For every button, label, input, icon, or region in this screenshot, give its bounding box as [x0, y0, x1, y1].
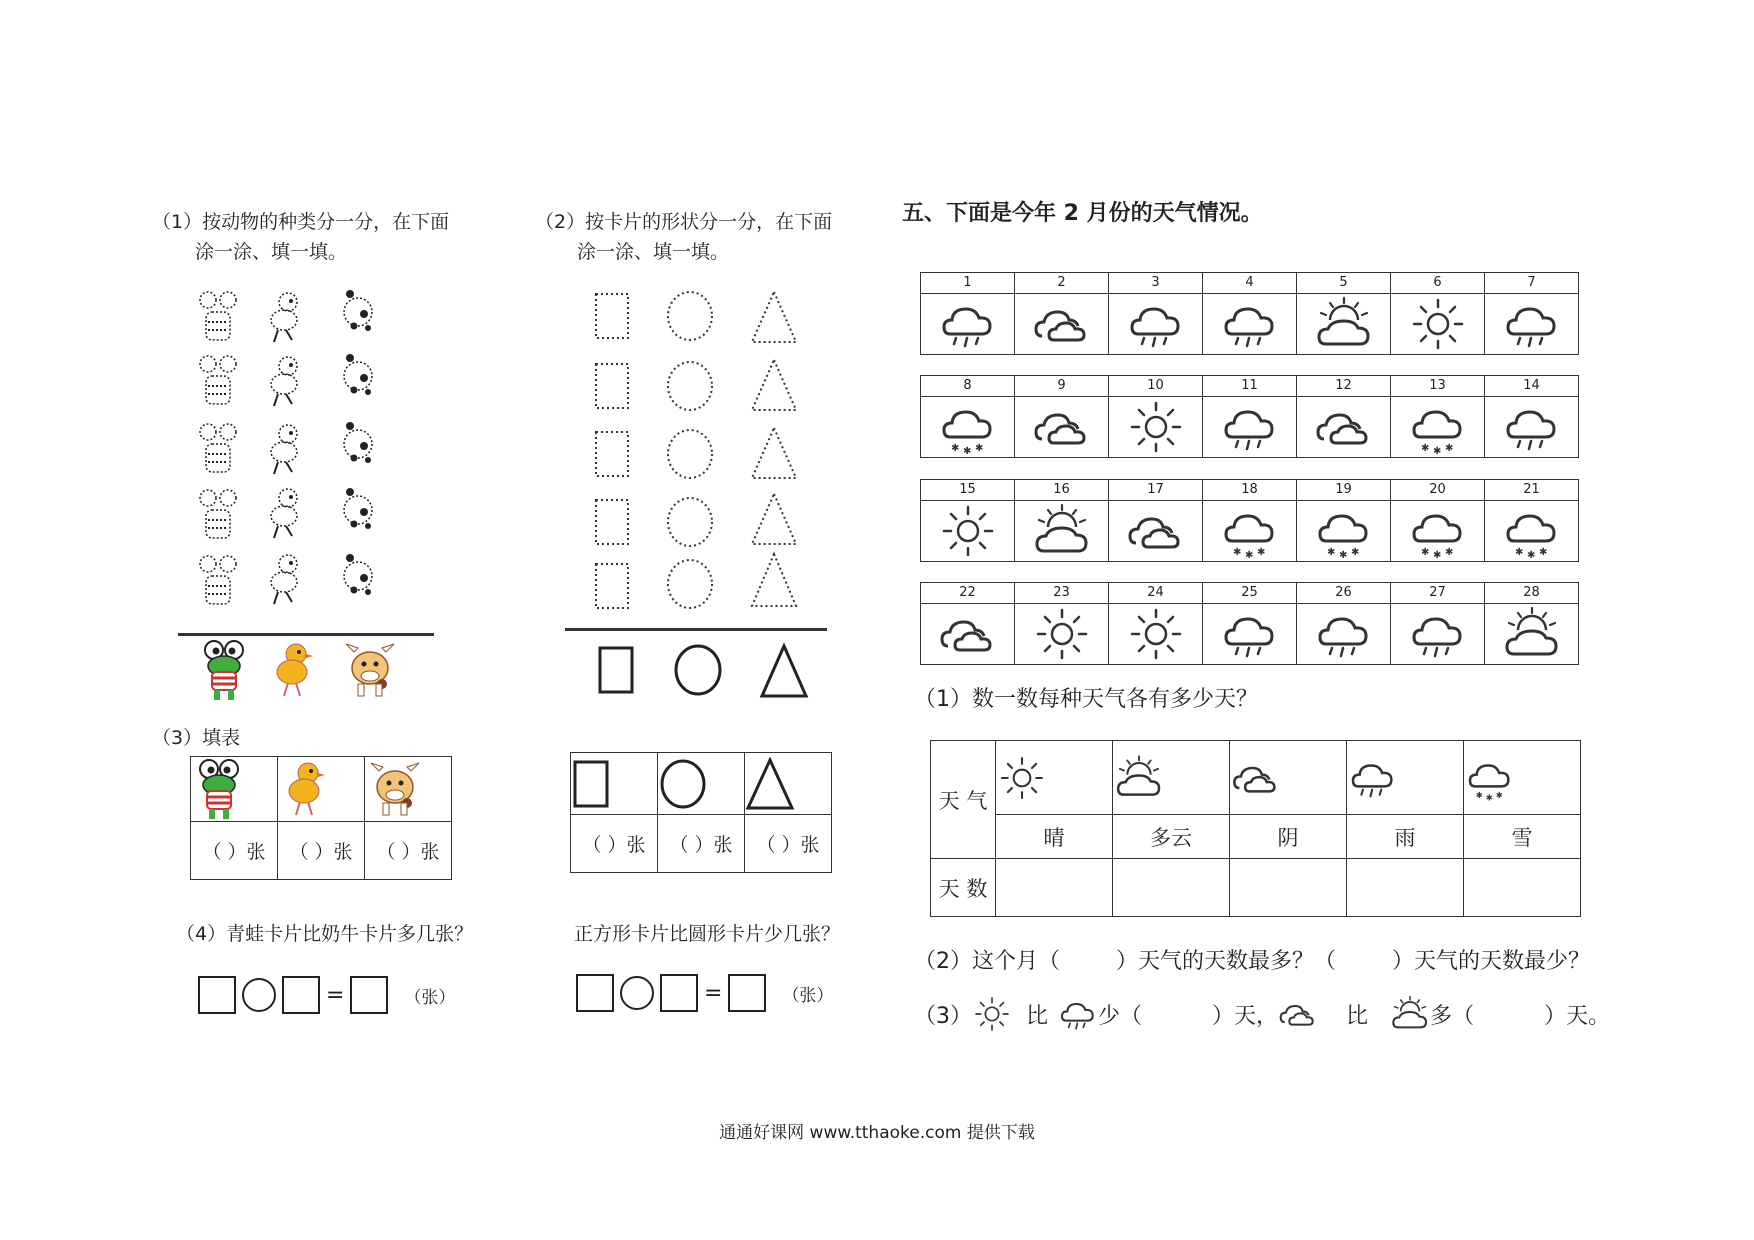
weather-section-title: 五、下面是今年 2 月份的天气情况。 [902, 201, 1263, 226]
shape-key-row [594, 640, 814, 700]
partly-cloudy-icon [1390, 994, 1430, 1034]
eq-box-1[interactable] [198, 976, 236, 1014]
rain-icon [1124, 294, 1188, 354]
sunny-icon [997, 753, 1047, 803]
day-number: 27 [1391, 583, 1484, 604]
calendar-day [1391, 376, 1485, 458]
calendar-week-4 [920, 582, 1579, 665]
day-number: 10 [1109, 376, 1202, 397]
eq-equals: = [326, 982, 345, 1008]
calendar-day [921, 273, 1015, 355]
calendar-day [1203, 583, 1297, 665]
cloudy-icon [1030, 294, 1094, 354]
sub3-a: （3） [914, 1003, 972, 1029]
days-sunny-input[interactable] [996, 859, 1113, 917]
eq2-equals: = [704, 980, 723, 1006]
calendar-day [1485, 480, 1579, 562]
snow-icon [1406, 397, 1470, 457]
day-number: 21 [1485, 480, 1578, 501]
day-number: 8 [921, 376, 1014, 397]
calendar-day [921, 480, 1015, 562]
days-cloudy-input[interactable] [1230, 859, 1347, 917]
day-number: 19 [1297, 480, 1390, 501]
day-number: 24 [1109, 583, 1202, 604]
animal-count-table [190, 756, 452, 880]
label-partly: 多云 [1113, 815, 1230, 859]
q2-line2: 涂一涂、填一填。 [577, 241, 730, 263]
cloudy-icon [1124, 501, 1188, 561]
divider-shapes [565, 628, 827, 631]
calendar-day [1109, 376, 1203, 458]
sub2-line [914, 944, 1590, 975]
rain-icon [1218, 397, 1282, 457]
partly-icon [1312, 294, 1376, 354]
shape-outline-grid [590, 288, 810, 618]
cloudy-icon [1278, 994, 1318, 1034]
calendar-day [1297, 273, 1391, 355]
calendar-day [1203, 273, 1297, 355]
sub2-a: （2）这个月（ [914, 949, 1060, 974]
cloudy-icon [1231, 753, 1281, 803]
label-snow: 雪 [1464, 815, 1581, 859]
days-partly-input[interactable] [1113, 859, 1230, 917]
label-rain: 雨 [1347, 815, 1464, 859]
days-snow-input[interactable] [1464, 859, 1581, 917]
sunny-icon [972, 994, 1012, 1034]
day-number: 22 [921, 583, 1014, 604]
cloudy-icon [1030, 397, 1094, 457]
partly-icon [1500, 604, 1564, 664]
day-number: 4 [1203, 273, 1296, 294]
rain-icon [1218, 604, 1282, 664]
cow-icon [365, 757, 425, 821]
eq2-unit: （张） [782, 985, 834, 1006]
blank-cow-count[interactable]: （ ）张 [376, 841, 440, 863]
header-partly [1113, 741, 1230, 815]
sunny-icon [1124, 397, 1188, 457]
blank-square-count[interactable]: （ ）张 [582, 834, 646, 856]
blank-frog-count[interactable]: （ ）张 [202, 841, 266, 863]
q1-line1: （1）按动物的种类分一分，在下面 [152, 211, 450, 233]
sub1-text: （1）数一数每种天气各有多少天？ [914, 687, 1258, 712]
q3-title: （3）填表 [152, 727, 241, 749]
circle-icon [658, 757, 708, 811]
day-number: 11 [1203, 376, 1296, 397]
sub3-f: 多（ [1430, 1003, 1475, 1029]
header-sunny [996, 741, 1113, 815]
sub2-b: ）天气的天数最多？（ [1116, 949, 1337, 974]
q4-text: （4）青蛙卡片比奶牛卡片多几张？ [176, 923, 474, 945]
day-number: 6 [1391, 273, 1484, 294]
animal-outline-grid [190, 288, 410, 618]
divider-animals [178, 633, 434, 636]
row-label-days: 天 数 [931, 859, 996, 917]
rain-icon [1218, 294, 1282, 354]
snow-icon [1312, 501, 1376, 561]
cell-chick [278, 757, 365, 822]
rain-icon [936, 294, 1000, 354]
chick-icon [278, 757, 338, 821]
snow-icon [1500, 501, 1564, 561]
day-number: 1 [921, 273, 1014, 294]
partly-icon [1030, 501, 1094, 561]
q2-line1: （2）按卡片的形状分一分，在下面 [535, 211, 833, 233]
snow-icon [936, 397, 1000, 457]
eq-operator-circle[interactable] [242, 978, 276, 1012]
row-label-weather: 天 气 [931, 741, 996, 859]
calendar-day [1109, 480, 1203, 562]
equation-frog-cow [198, 976, 455, 1014]
cloudy-icon [936, 604, 1000, 664]
day-number: 16 [1015, 480, 1108, 501]
frog-icon [191, 757, 251, 821]
square-icon [571, 759, 611, 809]
partly-cloudy-icon [1114, 753, 1164, 803]
calendar-day [1297, 480, 1391, 562]
rain-icon [1500, 397, 1564, 457]
snow-icon [1406, 501, 1470, 561]
calendar-day [1485, 583, 1579, 665]
rain-icon [1348, 749, 1398, 807]
calendar-week-3 [920, 479, 1579, 562]
days-rain-input[interactable] [1347, 859, 1464, 917]
sunny-icon [1030, 604, 1094, 664]
blank-chick-count[interactable]: （ ）张 [289, 841, 353, 863]
rain-icon [1312, 604, 1376, 664]
eq-box-result[interactable] [350, 976, 388, 1014]
calendar-day [1485, 376, 1579, 458]
sub3-e: 比 [1346, 1003, 1369, 1029]
day-number: 14 [1485, 376, 1578, 397]
day-number: 23 [1015, 583, 1108, 604]
rain-icon [1406, 604, 1470, 664]
cloudy-icon [1312, 397, 1376, 457]
header-rain [1347, 741, 1464, 815]
calendar-day [1015, 583, 1109, 665]
eq2-box-result[interactable] [728, 974, 766, 1012]
triangle-icon [745, 757, 795, 811]
eq-box-2[interactable] [282, 976, 320, 1014]
day-number: 2 [1015, 273, 1108, 294]
shape-count-table [570, 752, 832, 873]
day-number: 18 [1203, 480, 1296, 501]
day-number: 28 [1485, 583, 1578, 604]
calendar-day [1015, 376, 1109, 458]
day-number: 12 [1297, 376, 1390, 397]
header-snow [1464, 741, 1581, 815]
header-cloudy [1230, 741, 1347, 815]
calendar-day [1391, 480, 1485, 562]
calendar-day [1297, 583, 1391, 665]
cell-cow [365, 757, 452, 822]
sunny-icon [1406, 294, 1470, 354]
rain-icon [1058, 994, 1098, 1034]
calendar-day [921, 583, 1015, 665]
calendar-week-1 [920, 272, 1579, 355]
calendar-day [1015, 273, 1109, 355]
calendar-day [1015, 480, 1109, 562]
cell-frog [191, 757, 278, 822]
rain-icon [1500, 294, 1564, 354]
calendar-day [1391, 583, 1485, 665]
sunny-icon [1124, 604, 1188, 664]
q5-text: 正方形卡片比圆形卡片少几张？ [574, 923, 841, 945]
calendar-day [1391, 273, 1485, 355]
day-number: 5 [1297, 273, 1390, 294]
q1-line2: 涂一涂、填一填。 [195, 241, 348, 263]
blank-triangle-count[interactable]: （ ）张 [756, 834, 820, 856]
snow-icon [1218, 501, 1282, 561]
label-sunny: 晴 [996, 815, 1113, 859]
sub3-g: ）天。 [1544, 1003, 1611, 1029]
sub2-c: ）天气的天数最少？ [1392, 949, 1591, 974]
sub3-c: 少（ [1098, 1003, 1143, 1029]
day-number: 17 [1109, 480, 1202, 501]
eq2-box-1[interactable] [576, 974, 614, 1012]
sub3-d: ）天， [1212, 1003, 1279, 1029]
day-number: 13 [1391, 376, 1484, 397]
day-number: 26 [1297, 583, 1390, 604]
day-number: 9 [1015, 376, 1108, 397]
calendar-day [1297, 376, 1391, 458]
blank-circle-count[interactable]: （ ）张 [669, 834, 733, 856]
eq2-box-2[interactable] [660, 974, 698, 1012]
calendar-week-2 [920, 375, 1579, 458]
calendar-day [921, 376, 1015, 458]
calendar-day [1203, 376, 1297, 458]
animal-key-row [196, 638, 416, 704]
label-cloudy: 阴 [1230, 815, 1347, 859]
weather-count-table [930, 740, 1581, 917]
sunny-icon [936, 501, 1000, 561]
day-number: 7 [1485, 273, 1578, 294]
calendar-day [1203, 480, 1297, 562]
footer: 通通好课网 www.tthaoke.com 提供下载 [719, 1123, 1035, 1143]
sub3-line [914, 994, 1610, 1034]
sub3-b: 比 [1026, 1003, 1049, 1029]
day-number: 20 [1391, 480, 1484, 501]
eq-unit: （张） [404, 987, 456, 1008]
day-number: 15 [921, 480, 1014, 501]
equation-square-circle [576, 974, 833, 1012]
calendar-day [1109, 583, 1203, 665]
snow-icon [1465, 749, 1515, 807]
calendar-day [1485, 273, 1579, 355]
calendar-day [1109, 273, 1203, 355]
eq2-operator-circle[interactable] [620, 976, 654, 1010]
day-number: 25 [1203, 583, 1296, 604]
day-number: 3 [1109, 273, 1202, 294]
